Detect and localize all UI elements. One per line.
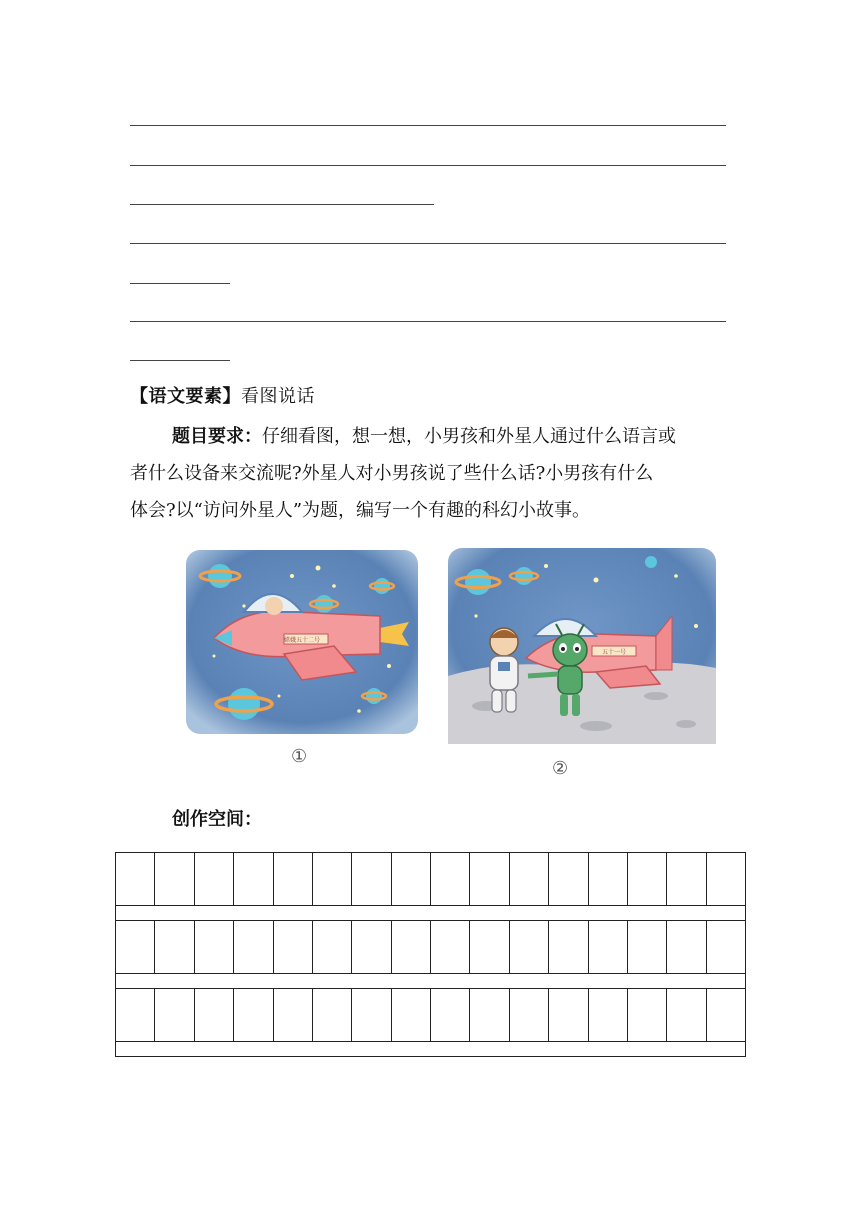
answer-line[interactable] (130, 165, 726, 166)
grid-row (116, 921, 746, 974)
grid-cell[interactable] (627, 921, 666, 974)
grid-cell[interactable] (431, 921, 470, 974)
grid-cell[interactable] (352, 853, 391, 906)
requirement-label: 题目要求： (172, 426, 262, 447)
grid-cell[interactable] (273, 921, 312, 974)
grid-cell[interactable] (549, 853, 588, 906)
grid-cell[interactable] (627, 853, 666, 906)
grid-cell[interactable] (391, 853, 430, 906)
grid-cell[interactable] (194, 921, 233, 974)
grid-cell[interactable] (706, 989, 745, 1042)
grid-cell[interactable] (273, 989, 312, 1042)
grid-gap-cell (116, 974, 746, 989)
answer-line[interactable] (130, 360, 230, 361)
grid-cell[interactable] (509, 921, 548, 974)
grid-cell[interactable] (509, 989, 548, 1042)
picture-2-number: ② (552, 758, 569, 779)
picture-1-number: ① (291, 746, 308, 767)
grid-cell[interactable] (588, 921, 627, 974)
grid-cell[interactable] (352, 989, 391, 1042)
grid-cell[interactable] (706, 921, 745, 974)
grid-cell[interactable] (116, 853, 155, 906)
grid-row-gap (116, 906, 746, 921)
grid-cell[interactable] (667, 921, 706, 974)
grid-cell[interactable] (155, 989, 194, 1042)
picture-1-rocket-in-space (184, 546, 420, 762)
answer-line[interactable] (130, 125, 726, 126)
picture-2-boy-meets-alien (446, 546, 718, 762)
grid-cell[interactable] (391, 921, 430, 974)
answer-line[interactable] (130, 283, 230, 284)
bracket-open: 【 (130, 386, 149, 407)
grid-gap-cell (116, 906, 746, 921)
grid-cell[interactable] (312, 921, 351, 974)
grid-row (116, 989, 746, 1042)
grid-cell[interactable] (312, 989, 351, 1042)
requirement-paragraph (130, 418, 730, 529)
requirement-line-2: 者什么设备来交流呢?外星人对小男孩说了些什么话?小男孩有什么 (130, 463, 654, 484)
grid-cell[interactable] (116, 989, 155, 1042)
grid-cell[interactable] (234, 989, 273, 1042)
grid-cell[interactable] (431, 989, 470, 1042)
grid-cell[interactable] (470, 853, 509, 906)
requirement-line-3: 体会?以“访问外星人”为题，编写一个有趣的科幻小故事。 (130, 500, 591, 521)
grid-cell[interactable] (234, 921, 273, 974)
grid-cell[interactable] (549, 921, 588, 974)
grid-cell[interactable] (588, 853, 627, 906)
answer-line[interactable] (130, 243, 726, 244)
grid-cell[interactable] (194, 853, 233, 906)
grid-row-gap (116, 1042, 746, 1057)
grid-cell[interactable] (352, 921, 391, 974)
grid-cell[interactable] (194, 989, 233, 1042)
answer-line[interactable] (130, 204, 434, 205)
grid-cell[interactable] (155, 853, 194, 906)
section-title: 看图说话 (241, 386, 315, 407)
grid-gap-cell (116, 1042, 746, 1057)
grid-cell[interactable] (588, 989, 627, 1042)
grid-cell[interactable] (549, 989, 588, 1042)
writing-grid[interactable] (115, 852, 746, 1057)
grid-row (116, 853, 746, 906)
grid-cell[interactable] (155, 921, 194, 974)
answer-line[interactable] (130, 321, 726, 322)
section-heading (130, 382, 315, 408)
grid-row-gap (116, 974, 746, 989)
grid-cell[interactable] (273, 853, 312, 906)
grid-cell[interactable] (470, 921, 509, 974)
bracket-close: 】 (222, 386, 241, 407)
grid-cell[interactable] (234, 853, 273, 906)
grid-cell[interactable] (470, 989, 509, 1042)
grid-cell[interactable] (312, 853, 351, 906)
grid-cell[interactable] (509, 853, 548, 906)
rocket-sign-text: 五十一号 (601, 649, 627, 656)
grid-cell[interactable] (116, 921, 155, 974)
creation-space-label: 创作空间： (172, 809, 262, 830)
section-tag: 语文要素 (148, 386, 223, 407)
grid-cell[interactable] (391, 989, 430, 1042)
grid-cell[interactable] (667, 989, 706, 1042)
grid-cell[interactable] (667, 853, 706, 906)
grid-cell[interactable] (706, 853, 745, 906)
grid-cell[interactable] (627, 989, 666, 1042)
requirement-line-1: 仔细看图，想一想，小男孩和外星人通过什么语言或 (262, 426, 676, 447)
grid-cell[interactable] (431, 853, 470, 906)
rocket-sign-text: 嫦娥五十二号 (283, 637, 321, 644)
